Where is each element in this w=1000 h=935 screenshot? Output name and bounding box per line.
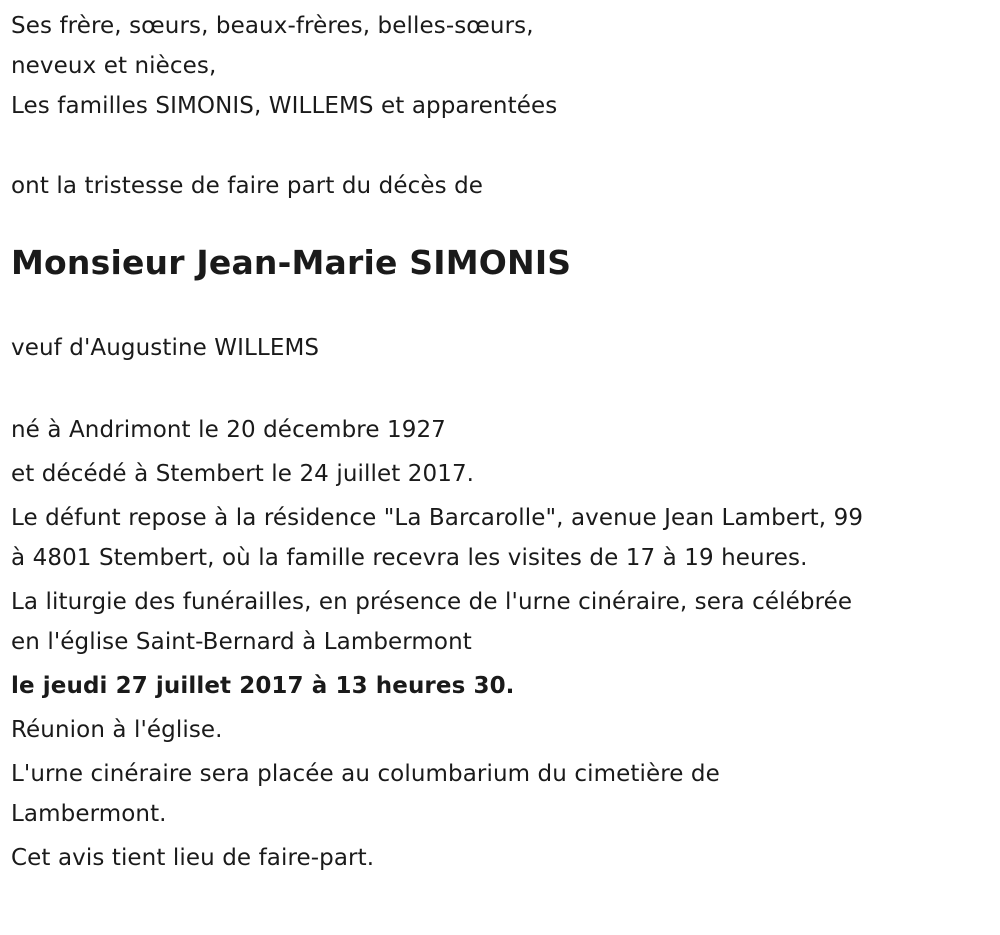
urn-line-2: Lambermont. bbox=[11, 801, 167, 827]
family-line-1: Ses frère, sœurs, beaux-frères, belles-sœurs, bbox=[11, 13, 534, 39]
liturgy-line-1: La liturgie des funérailles, en présence de l'urne cinéraire, sera célébrée bbox=[11, 589, 853, 615]
urn-paragraph bbox=[11, 754, 989, 834]
intro-text: ont la tristesse de faire part du décès de bbox=[11, 173, 484, 199]
urn-line-1: L'urne cinéraire sera placée au columbarium du cimetière de bbox=[11, 761, 720, 787]
liturgy-line-2: en l'église Saint-Bernard à Lambermont bbox=[11, 629, 472, 655]
closing-line: Cet avis tient lieu de faire-part. bbox=[11, 845, 375, 871]
repose-line-2: à 4801 Stembert, où la famille recevra les visites de 17 à 19 heures. bbox=[11, 545, 808, 571]
repose-paragraph bbox=[11, 498, 989, 578]
repose-line-1: Le défunt repose à la résidence "La Barcarolle", avenue Jean Lambert, 99 bbox=[11, 505, 864, 531]
ceremony-date: le jeudi 27 juillet 2017 à 13 heures 30. bbox=[11, 673, 515, 699]
death-line: et décédé à Stembert le 24 juillet 2017. bbox=[11, 461, 475, 487]
liturgy-paragraph bbox=[11, 582, 989, 662]
birth-line: né à Andrimont le 20 décembre 1927 bbox=[11, 417, 446, 443]
life-dates bbox=[11, 410, 989, 494]
family-line-3: Les familles SIMONIS, WILLEMS et apparentées bbox=[11, 93, 558, 119]
meeting-line: Réunion à l'église. bbox=[11, 717, 223, 743]
family-announcers bbox=[11, 6, 989, 126]
family-line-2: neveux et nièces, bbox=[11, 53, 217, 79]
deceased-name: Monsieur Jean-Marie SIMONIS bbox=[11, 243, 572, 282]
widow-line: veuf d'Augustine WILLEMS bbox=[11, 335, 320, 361]
